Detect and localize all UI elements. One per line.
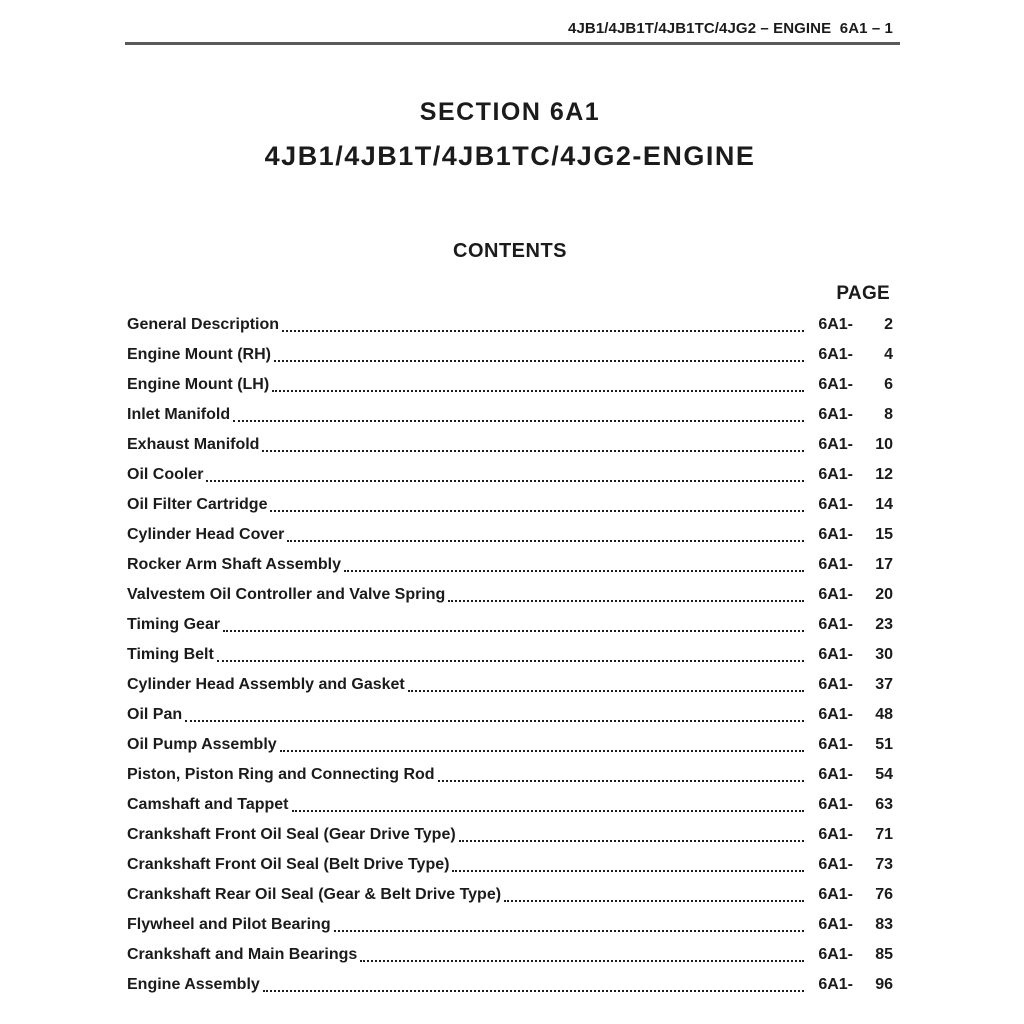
toc-leader-dots: [287, 520, 804, 542]
toc-entry-page: [818, 880, 893, 910]
toc-entry-page: [818, 460, 893, 490]
toc-page-number: 12: [875, 466, 893, 483]
toc-page-prefix: 6A1-: [818, 556, 853, 573]
toc-page-prefix: 6A1-: [818, 706, 853, 723]
page-column-label: PAGE: [836, 283, 890, 304]
toc-leader-dots: [504, 880, 804, 902]
toc-entry-page: [818, 700, 893, 730]
toc-entry-title: General Description: [127, 316, 280, 333]
toc-entry-page: [818, 580, 893, 610]
toc-page-prefix: 6A1-: [818, 856, 853, 873]
toc-page-number: 51: [875, 736, 893, 753]
toc-leader-dots: [262, 430, 804, 452]
toc-entry-page: [818, 490, 893, 520]
toc-leader-dots: [206, 460, 804, 482]
toc-page-prefix: 6A1-: [818, 346, 853, 363]
toc-page-prefix: 6A1-: [818, 316, 853, 333]
toc-entry-title: Rocker Arm Shaft Assembly: [127, 556, 341, 573]
toc-entry: [127, 970, 893, 1000]
toc-entry-title: Exhaust Manifold: [127, 436, 260, 453]
table-of-contents: [127, 310, 893, 1000]
toc-entry-title: Camshaft and Tappet: [127, 796, 289, 813]
toc-entry-title: Engine Assembly: [127, 976, 260, 993]
toc-entry: [127, 370, 893, 400]
toc-leader-dots: [223, 610, 804, 632]
toc-leader-dots: [292, 790, 805, 812]
toc-leader-dots: [274, 340, 804, 362]
toc-page-number: 54: [875, 766, 893, 783]
toc-page-prefix: 6A1-: [818, 976, 853, 993]
toc-page-prefix: 6A1-: [818, 736, 853, 753]
toc-entry-title: Flywheel and Pilot Bearing: [127, 916, 331, 933]
toc-entry-title: Engine Mount (LH): [127, 376, 270, 393]
toc-page-number: 30: [875, 646, 893, 663]
toc-page-prefix: 6A1-: [818, 466, 853, 483]
toc-leader-dots: [448, 580, 804, 602]
toc-entry-page: [818, 370, 893, 400]
toc-leader-dots: [185, 700, 804, 722]
toc-entry-page: [818, 940, 893, 970]
toc-page-number: 73: [875, 856, 893, 873]
toc-entry-page: [818, 970, 893, 1000]
section-number-title: SECTION 6A1: [419, 98, 601, 126]
toc-entry: [127, 760, 893, 790]
toc-entry-title: Cylinder Head Assembly and Gasket: [127, 676, 405, 693]
toc-leader-dots: [344, 550, 804, 572]
toc-page-number: 71: [875, 826, 893, 843]
toc-leader-dots: [270, 490, 804, 512]
toc-page-number: 14: [875, 496, 893, 513]
toc-page-number: 15: [875, 526, 893, 543]
toc-entry: [127, 910, 893, 940]
toc-entry: [127, 940, 893, 970]
toc-page-number: 2: [884, 316, 893, 333]
toc-page-number: 4: [884, 346, 893, 363]
toc-leader-dots: [280, 730, 805, 752]
toc-entry: [127, 670, 893, 700]
header-rule: [125, 42, 900, 45]
toc-entry-title: Crankshaft and Main Bearings: [127, 946, 358, 963]
toc-entry-page: [818, 910, 893, 940]
toc-leader-dots: [459, 820, 805, 842]
toc-leader-dots: [233, 400, 804, 422]
toc-entry-title: Crankshaft Front Oil Seal (Gear Drive Type): [127, 826, 456, 843]
toc-entry-title: Oil Pan: [127, 706, 183, 723]
toc-leader-dots: [438, 760, 805, 782]
toc-entry: [127, 730, 893, 760]
toc-entry-title: Valvestem Oil Controller and Valve Spring: [127, 586, 446, 603]
toc-page-prefix: 6A1-: [818, 826, 853, 843]
contents-heading: CONTENTS: [453, 240, 567, 262]
toc-entry-page: [818, 310, 893, 340]
toc-page-number: 17: [875, 556, 893, 573]
toc-entry: [127, 820, 893, 850]
toc-page-number: 6: [884, 376, 893, 393]
toc-entry-title: Crankshaft Front Oil Seal (Belt Drive Type): [127, 856, 450, 873]
toc-page-number: 96: [875, 976, 893, 993]
toc-page-prefix: 6A1-: [818, 796, 853, 813]
toc-entry: [127, 640, 893, 670]
toc-entry: [127, 310, 893, 340]
page-content: [127, 0, 893, 1000]
toc-entry-title: Oil Cooler: [127, 466, 204, 483]
toc-entry-title: Crankshaft Rear Oil Seal (Gear & Belt Drive Type): [127, 886, 502, 903]
toc-entry: [127, 550, 893, 580]
toc-entry: [127, 460, 893, 490]
toc-entry-page: [818, 670, 893, 700]
toc-entry: [127, 790, 893, 820]
toc-entry-page: [818, 850, 893, 880]
toc-entry-title: Inlet Manifold: [127, 406, 231, 423]
toc-entry-page: [818, 340, 893, 370]
toc-page-prefix: 6A1-: [818, 436, 853, 453]
toc-entry: [127, 700, 893, 730]
toc-page-prefix: 6A1-: [818, 886, 853, 903]
toc-entry: [127, 580, 893, 610]
toc-entry-page: [818, 790, 893, 820]
toc-page-prefix: 6A1-: [818, 766, 853, 783]
toc-leader-dots: [452, 850, 804, 872]
toc-page-number: 37: [875, 676, 893, 693]
toc-page-prefix: 6A1-: [818, 946, 853, 963]
toc-leader-dots: [272, 370, 804, 392]
toc-entry-page: [818, 730, 893, 760]
toc-entry: [127, 880, 893, 910]
toc-page-prefix: 6A1-: [818, 646, 853, 663]
toc-page-prefix: 6A1-: [818, 586, 853, 603]
toc-entry: [127, 340, 893, 370]
toc-page-number: 76: [875, 886, 893, 903]
toc-entry-title: Cylinder Head Cover: [127, 526, 285, 543]
toc-page-number: 20: [875, 586, 893, 603]
toc-entry: [127, 610, 893, 640]
toc-page-prefix: 6A1-: [818, 676, 853, 693]
toc-entry-page: [818, 760, 893, 790]
toc-leader-dots: [334, 910, 805, 932]
toc-entry-title: Timing Gear: [127, 616, 221, 633]
running-header: 4JB1/4JB1T/4JB1TC/4JG2 – ENGINE 6A1 – 1: [568, 20, 893, 37]
toc-page-number: 48: [875, 706, 893, 723]
toc-entry: [127, 430, 893, 460]
toc-entry: [127, 490, 893, 520]
toc-entry-title: Timing Belt: [127, 646, 214, 663]
toc-page-number: 63: [875, 796, 893, 813]
toc-entry-title: Piston, Piston Ring and Connecting Rod: [127, 766, 435, 783]
toc-leader-dots: [360, 940, 804, 962]
toc-page-prefix: 6A1-: [818, 526, 853, 543]
toc-entry: [127, 520, 893, 550]
toc-leader-dots: [282, 310, 804, 332]
toc-page-number: 23: [875, 616, 893, 633]
toc-page-number: 8: [884, 406, 893, 423]
toc-entry-title: Engine Mount (RH): [127, 346, 271, 363]
toc-page-prefix: 6A1-: [818, 496, 853, 513]
toc-leader-dots: [263, 970, 805, 992]
toc-entry-page: [818, 400, 893, 430]
page-title: 4JB1/4JB1T/4JB1TC/4JG2-ENGINE: [264, 141, 756, 171]
toc-entry-page: [818, 520, 893, 550]
toc-page-prefix: 6A1-: [818, 916, 853, 933]
toc-entry: [127, 850, 893, 880]
toc-page-prefix: 6A1-: [818, 616, 853, 633]
toc-entry-page: [818, 640, 893, 670]
toc-entry-title: Oil Filter Cartridge: [127, 496, 268, 513]
toc-page-number: 83: [875, 916, 893, 933]
toc-entry-page: [818, 820, 893, 850]
toc-page-number: 85: [875, 946, 893, 963]
toc-entry-title: Oil Pump Assembly: [127, 736, 277, 753]
toc-page-number: 10: [875, 436, 893, 453]
toc-leader-dots: [408, 670, 805, 692]
toc-page-prefix: 6A1-: [818, 376, 853, 393]
toc-entry-page: [818, 430, 893, 460]
toc-entry-page: [818, 610, 893, 640]
toc-leader-dots: [217, 640, 804, 662]
toc-entry: [127, 400, 893, 430]
toc-page-prefix: 6A1-: [818, 406, 853, 423]
toc-entry-page: [818, 550, 893, 580]
